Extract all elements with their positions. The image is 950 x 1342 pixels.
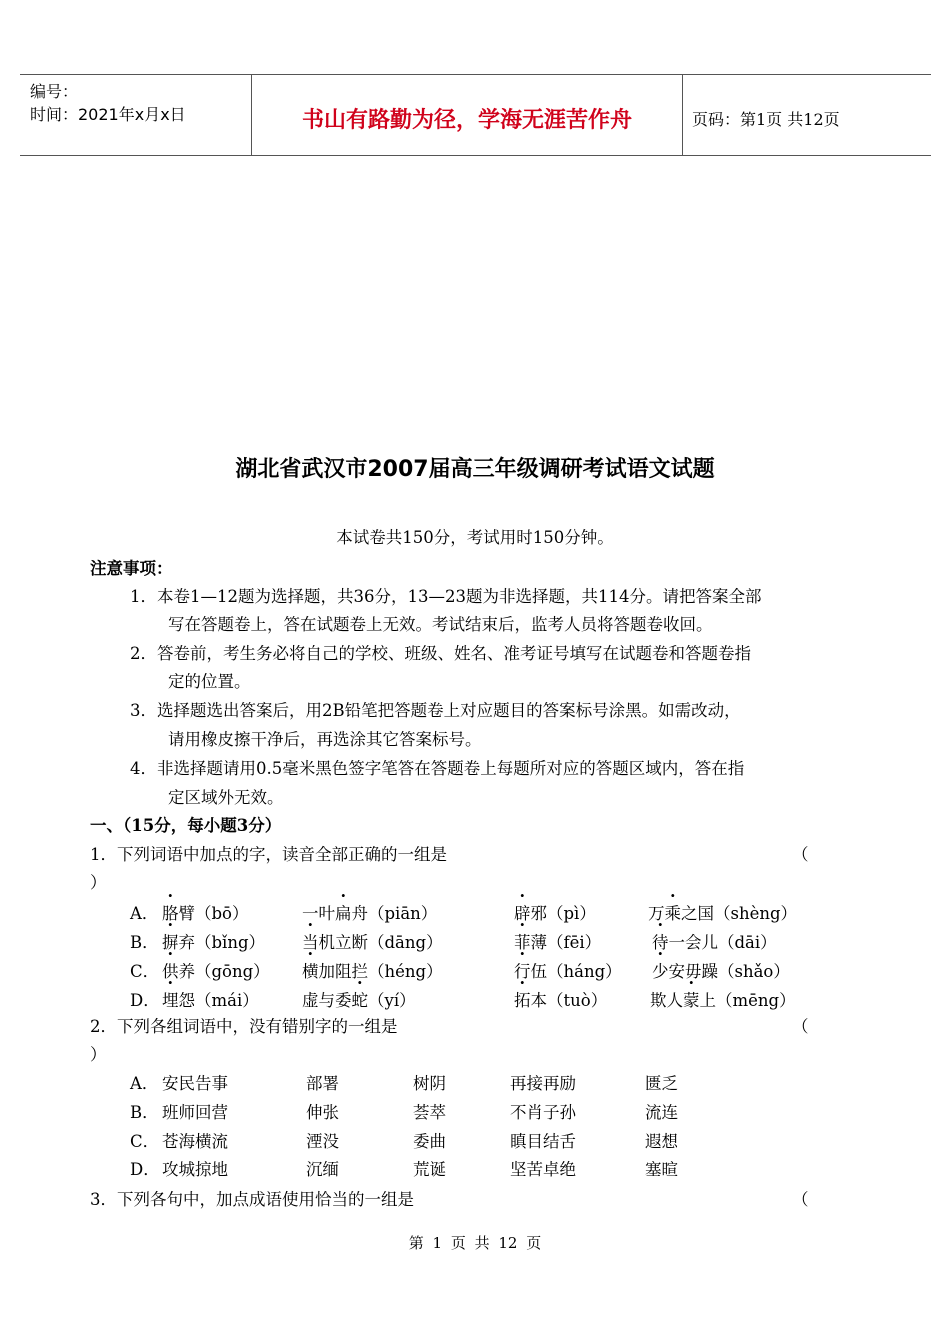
- option-item: 坚苦卓绝: [510, 1160, 576, 1179]
- note-line: 3．选择题选出答案后，用2B铅笔把答题卷上对应题目的答案标号涂黑。如需改动，: [130, 701, 741, 720]
- option-label: B．: [130, 933, 159, 952]
- option-item: 不肖子孙: [510, 1103, 576, 1122]
- option-item: 供养（gōng）: [162, 962, 270, 981]
- option-item: 再接再励: [510, 1074, 576, 1093]
- exam-subtitle: 本试卷共150分，考试用时150分钟。: [336, 528, 614, 547]
- answer-paren-open: （: [792, 1190, 809, 1209]
- option-item: 行伍（háng）: [514, 962, 622, 981]
- option-label: A．: [130, 1074, 159, 1093]
- section-heading: 一、（15分，每小题3分）: [90, 816, 282, 835]
- option-item: 委曲: [413, 1132, 446, 1151]
- option-item: 沉缅: [306, 1160, 339, 1179]
- option-item: 树阴: [413, 1074, 446, 1093]
- option-item: 一叶扁舟（piān）: [302, 904, 438, 923]
- option-item: 万乘之国（shèng）: [648, 904, 798, 923]
- option-label: C．: [130, 962, 160, 981]
- page-footer: 第 1 页 共 12 页: [408, 1234, 542, 1252]
- header-bottom-rule: [20, 155, 931, 156]
- option-item: 流连: [645, 1103, 678, 1122]
- option-item: 摒弃（bǐng）: [162, 933, 266, 952]
- answer-paren-open: （: [792, 1017, 809, 1036]
- option-item: 待一会儿（dāi）: [652, 933, 777, 952]
- option-item: 攻城掠地: [162, 1160, 228, 1179]
- option-item: 湮没: [306, 1132, 339, 1151]
- option-item: 菲薄（fēi）: [514, 933, 602, 952]
- option-item: 当机立断（dāng）: [302, 933, 443, 952]
- option-item: 匮乏: [645, 1074, 678, 1093]
- header-divider: [682, 74, 683, 156]
- option-item: 瞋目结舌: [510, 1132, 576, 1151]
- option-label: B．: [130, 1103, 159, 1122]
- option-label: C．: [130, 1132, 160, 1151]
- option-item: 埋怨（mái）: [162, 991, 259, 1010]
- option-item: 荒诞: [413, 1160, 446, 1179]
- header-top-rule: [20, 74, 931, 75]
- answer-paren-close: ）: [90, 1045, 107, 1064]
- option-label: D．: [130, 1160, 160, 1179]
- note-line: 1．本卷1—12题为选择题，共36分，13—23题为非选择题，共114分。请把答案全部: [130, 587, 762, 606]
- notes-heading: 注意事项：: [90, 559, 173, 578]
- note-line: 2．答卷前，考生务必将自己的学校、班级、姓名、准考证号填写在试题卷和答题卷指: [130, 644, 751, 663]
- option-item: 横加阻拦（héng）: [302, 962, 443, 981]
- option-item: 班师回营: [162, 1103, 228, 1122]
- option-item: 辟邪（pì）: [514, 904, 596, 923]
- option-label: D．: [130, 991, 160, 1010]
- note-line: 请用橡皮擦干净后，再选涂其它答案标号。: [168, 730, 482, 749]
- option-item: 安民告事: [162, 1074, 228, 1093]
- question-2-stem: 2．下列各组词语中，没有错别字的一组是: [90, 1017, 398, 1036]
- option-item: 少安毋躁（shǎo）: [652, 962, 790, 981]
- answer-paren-close: ）: [90, 873, 107, 892]
- answer-paren-open: （: [792, 845, 809, 864]
- header-motto: 书山有路勤为径，学海无涯苦作舟: [301, 107, 632, 133]
- note-line: 4．非选择题请用0.5毫米黑色签字笔答在答题卷上每题所对应的答题区域内，答在指: [130, 759, 745, 778]
- option-item: 欺人蒙上（mēng）: [650, 991, 796, 1010]
- note-line: 定区域外无效。: [168, 788, 284, 807]
- option-item: 塞暄: [645, 1160, 678, 1179]
- option-label: A．: [130, 904, 159, 923]
- header-meta: [30, 80, 186, 126]
- option-item: 虚与委蛇（yí）: [302, 991, 416, 1010]
- option-item: 荟萃: [413, 1103, 446, 1122]
- exam-title: 湖北省武汉市2007届高三年级调研考试语文试题: [235, 457, 715, 482]
- page-header: [20, 74, 931, 156]
- note-line: 定的位置。: [168, 672, 251, 691]
- option-item: 拓本（tuò）: [514, 991, 608, 1010]
- question-1-stem: 1．下列词语中加点的字，读音全部正确的一组是: [90, 845, 447, 864]
- note-line: 写在答题卷上，答在试题卷上无效。考试结束后，监考人员将答题卷收回。: [168, 615, 713, 634]
- option-item: 部署: [306, 1074, 339, 1093]
- option-item: 遐想: [645, 1132, 678, 1151]
- question-3-stem: 3．下列各句中，加点成语使用恰当的一组是: [90, 1190, 414, 1209]
- option-item: 胳臂（bō）: [162, 904, 249, 923]
- time-label: 时间：2021年x月x日: [30, 105, 186, 124]
- serial-label: 编号：: [30, 82, 79, 101]
- option-item: 伸张: [306, 1103, 339, 1122]
- option-item: 苍海横流: [162, 1132, 228, 1151]
- header-page-info: 页码：第1页 共12页: [692, 110, 840, 129]
